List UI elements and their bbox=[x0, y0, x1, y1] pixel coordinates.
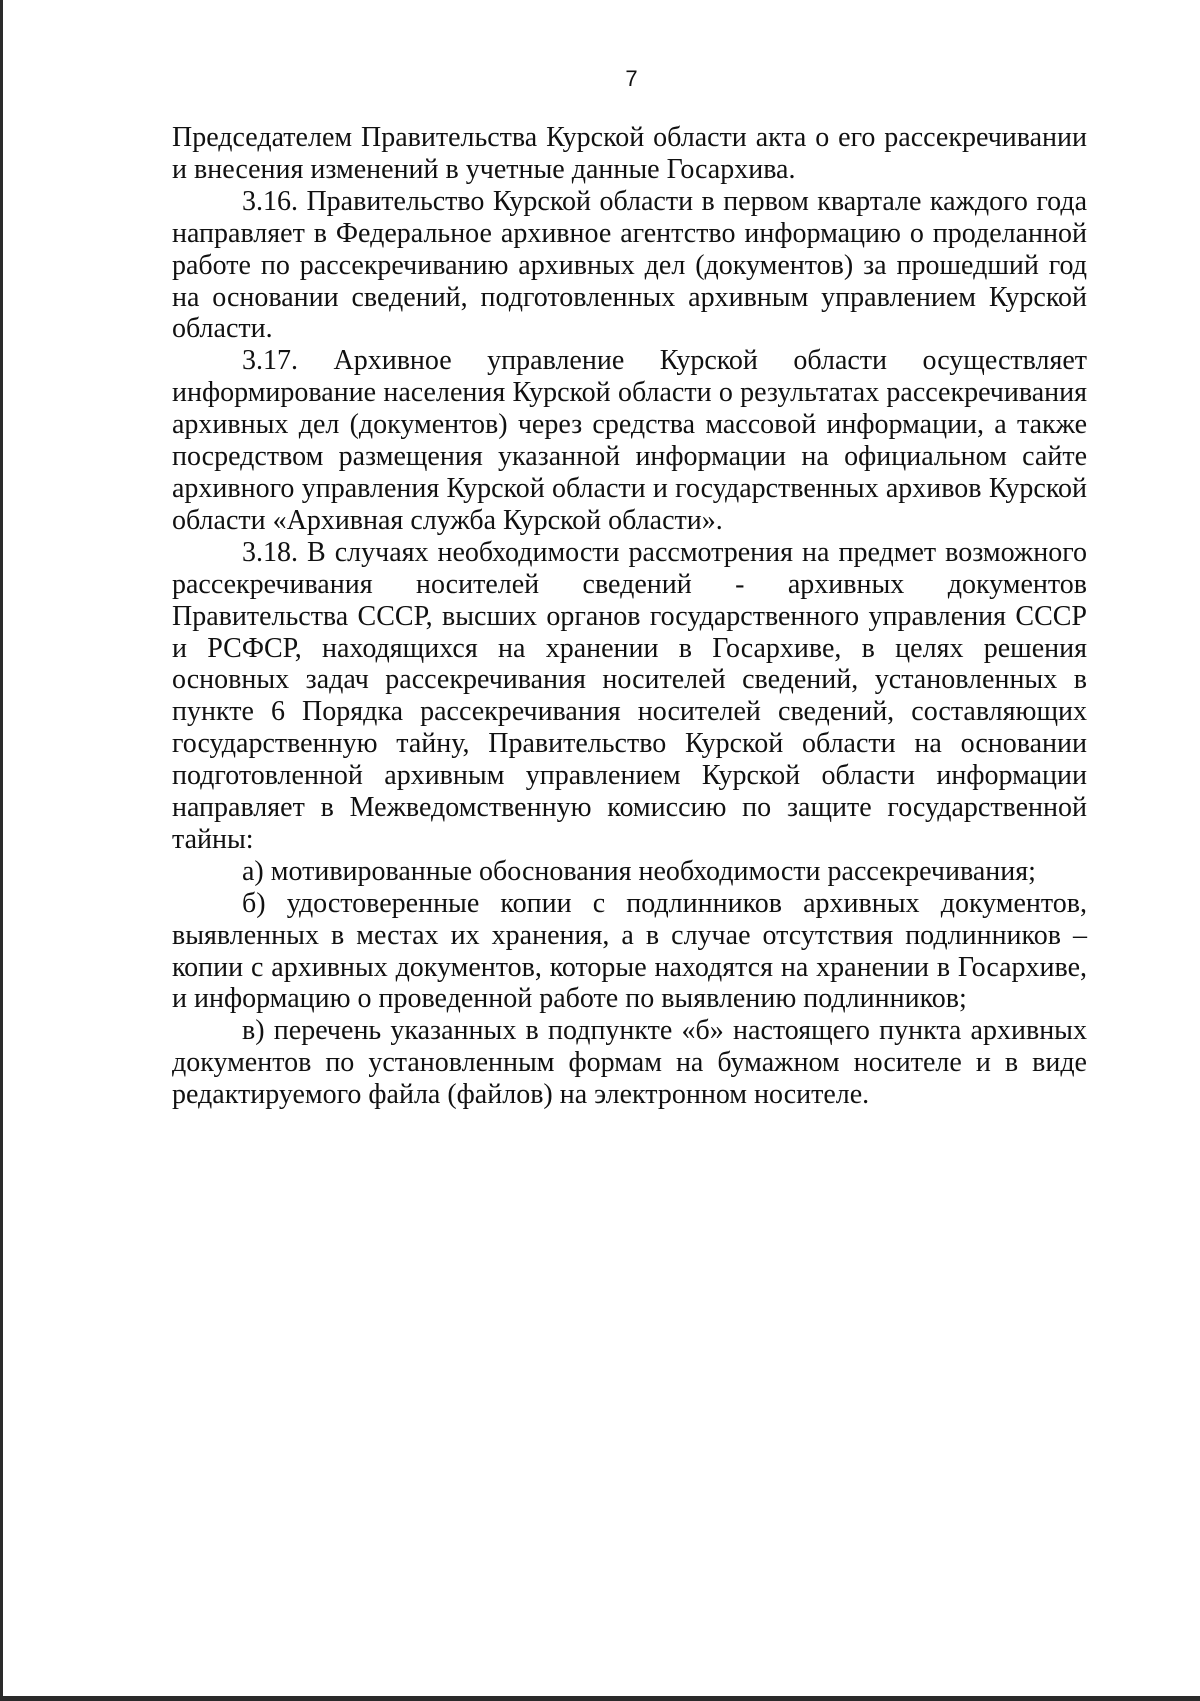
paragraph-3-17: 3.17. Архивное управление Курской области осуществляет информирование населения Курской области о результатах рассекречивания архивных дел (документов) через средства массовой информации, а также посредством размещения указанной информации на официальном сайте архивного управления Курской области и государственных архивов Курской области «Архивная служба Курской области». bbox=[172, 345, 1087, 536]
scan-edge-left bbox=[0, 0, 3, 1701]
page-number: 7 bbox=[625, 66, 638, 91]
paragraph-continuation: Председателем Правительства Курской области акта о его рассекречивании и внесения изменений в учетные данные Госархива. bbox=[172, 122, 1087, 185]
list-item-b: б) удостоверенные копии с подлинников архивных документов, выявленных в местах их хранения, а в случае отсутствия подлинников – копии с архивных документов, которые находятся на хранении в Госархиве, и информацию о проведенной работе по выявлению подлинников; bbox=[172, 887, 1087, 1015]
list-item-a: а) мотивированные обоснования необходимости рассекречивания; bbox=[242, 855, 1036, 887]
scan-edge-bottom bbox=[0, 1696, 1200, 1701]
list-item-v: в) перечень указанных в подпункте «б» настоящего пункта архивных документов по установленным формам на бумажном носителе и в виде редактируемого файла (файлов) на электронном носителе. bbox=[172, 1015, 1087, 1111]
document-body bbox=[172, 122, 1087, 1111]
paragraph-3-18: 3.18. В случаях необходимости рассмотрения на предмет возможного рассекречивания носителей сведений - архивных документов Правительства СССР, высших органов государственного управления СССР и РСФСР, находящихся на хранении в Госархиве, в целях решения основных задач рассекречивания носителей сведений, установленных в пункте 6 Порядка рассекречивания носителей сведений, составляющих государственную тайну, Правительство Курской области на основании подготовленной архивным управлением Курской области информации направляет в Межведомственную комиссию по защите государственной тайны: bbox=[172, 536, 1087, 855]
paragraph-3-16: 3.16. Правительство Курской области в первом квартале каждого года направляет в Федеральное архивное агентство информацию о проделанной работе по рассекречиванию архивных дел (документов) за прошедший год на основании сведений, подготовленных архивным управлением Курской области. bbox=[172, 185, 1087, 345]
